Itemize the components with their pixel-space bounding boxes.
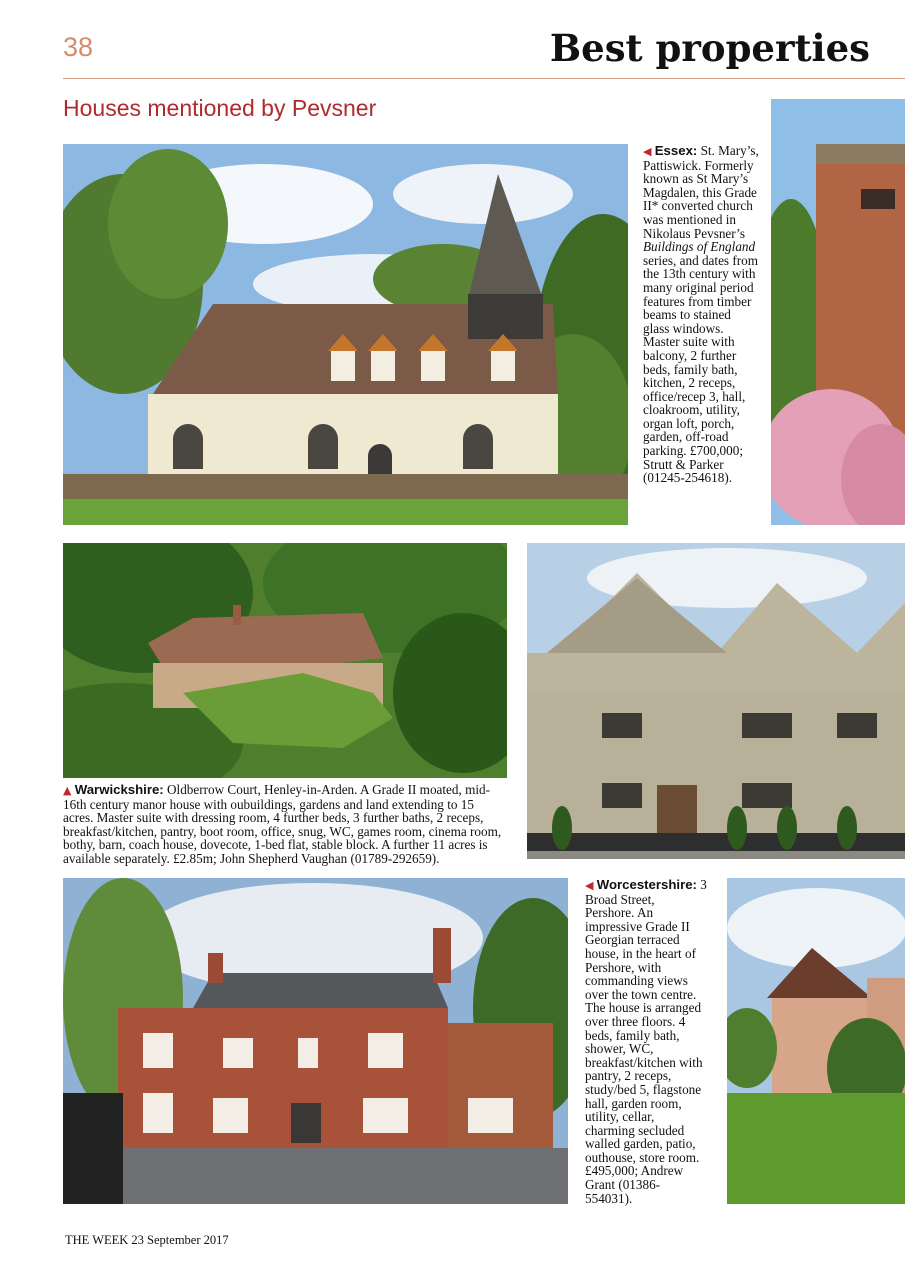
triangle-left-icon: ◀ xyxy=(585,879,594,892)
worcestershire-text: 3 Broad Street, Pershore. An impressive Grade II Georgian terraced house, in the heart of Pershore, with commanding views over the town centre. The house is arranged over three floors. 4 beds, family bath, shower, WC, breakfast/kitchen with pantry, 2 receps, study/bed 5, flagstone hall, garden room, utility, cellar, charming secluded walled garden, patio, outhouse, store room. £495,000; Andrew Grant (01386-554031). xyxy=(585,877,707,1206)
warwickshire-photo xyxy=(63,543,507,778)
tower-photo xyxy=(771,99,905,525)
section-title: Best properties xyxy=(549,26,870,70)
essex-church-photo xyxy=(63,144,628,525)
essex-region: Essex: xyxy=(654,143,698,158)
worcestershire-photo xyxy=(63,878,568,1204)
garden-house-photo xyxy=(727,878,905,1204)
essex-text: St. Mary’s, Pattiswick. Formerly known as St Mary’s Magdalen, this Grade II* converted church was mentioned in Nikolaus Pevsner’s xyxy=(643,143,759,241)
worcestershire-caption xyxy=(585,878,707,1205)
triangle-up-icon: ▲ xyxy=(63,784,72,797)
worcestershire-region: Worcestershire: xyxy=(596,877,697,892)
essex-text-after: series, and dates from the 13th century with many original period features from timber beams to stained glass windows. Master suite with balcony, 2 further beds, family bath, kitchen, 2 receps, office/recep 3, hall, cloakroom, utility, organ loft, porch, garden, off-road parking. £700,000; Strutt & Parker (01245-254618). xyxy=(643,252,758,486)
page-footer: THE WEEK 23 September 2017 xyxy=(65,1233,229,1247)
warwickshire-text: Oldberrow Court, Henley-in-Arden. A Grade II moated, mid-16th century manor house with oubuildings, gardens and land extending to 15 acres. Master suite with dressing room, 4 further beds, 3 further baths, 2 receps, breakfast/kitchen, pantry, boot room, office, snug, WC, games room, cinema room, bothy, barn, coach house, dovecote, 1-bed flat, stable block. A further 11 acres is available separately. £2.85m; John Shepherd Vaughan (01789-292659). xyxy=(63,782,502,866)
warwickshire-caption xyxy=(63,783,507,866)
essex-caption xyxy=(643,144,760,485)
essex-italic: Buildings of England xyxy=(643,239,756,255)
warwickshire-region: Warwickshire: xyxy=(74,782,164,797)
stone-house-photo xyxy=(527,543,905,859)
triangle-left-icon: ◀ xyxy=(643,145,652,158)
page-heading: Houses mentioned by Pevsner xyxy=(63,95,377,121)
header-rule xyxy=(63,78,905,79)
page-number: 38 xyxy=(63,32,94,62)
